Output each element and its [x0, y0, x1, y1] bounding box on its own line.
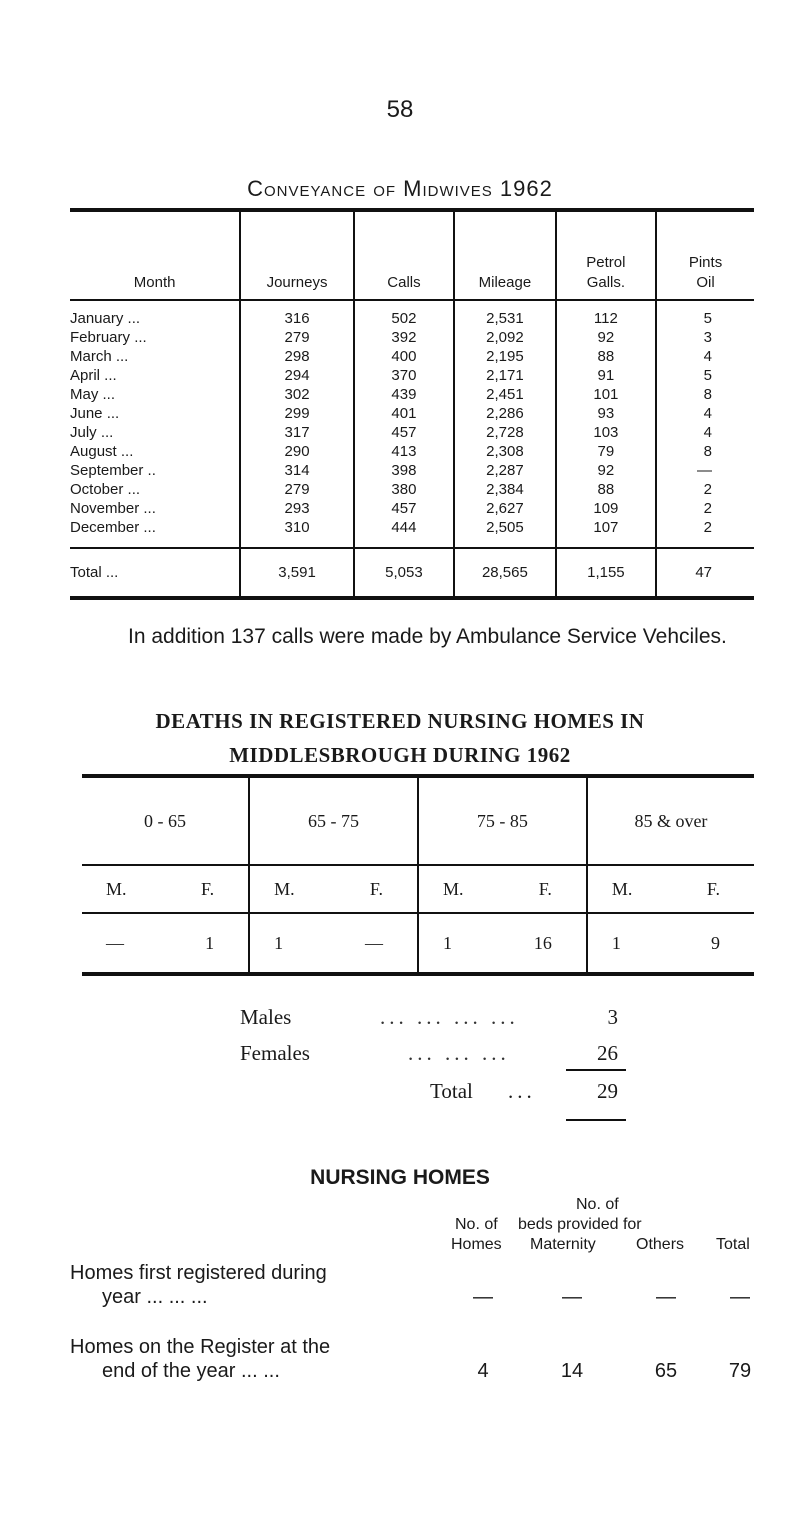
male-value: 1	[442, 932, 452, 953]
header-calls: Calls	[354, 210, 454, 300]
cell-calls: 5,053	[354, 548, 454, 598]
cell-journeys: 298	[240, 347, 354, 366]
band-label: 75 - 85	[418, 776, 587, 865]
cell-oil: 2	[656, 480, 754, 499]
female-label: F.	[201, 878, 215, 899]
deaths-summary	[240, 1005, 630, 1103]
row1-maternity: —	[562, 1286, 582, 1308]
deaths-band-row	[82, 776, 754, 865]
cell-oil: 8	[656, 385, 754, 404]
cell-month: April ...	[70, 367, 117, 384]
deaths-title-line2: MIDDLESBROUGH DURING 1962	[229, 743, 571, 767]
cell-petrol: 88	[556, 347, 656, 366]
value-cell	[418, 913, 587, 974]
value-cell	[587, 913, 754, 974]
row2-homes: 4	[477, 1360, 489, 1382]
header-homes: Homes	[451, 1236, 502, 1253]
cell-oil: 2	[656, 518, 754, 537]
male-label: M.	[274, 878, 295, 899]
total-value: 29	[597, 1079, 618, 1103]
row2-label-line1: Homes on the Register at the	[70, 1336, 331, 1358]
deaths-title	[0, 704, 800, 772]
row1-total: —	[730, 1286, 750, 1308]
cell-oil: 4	[656, 347, 754, 366]
sex-cell	[82, 865, 249, 913]
cell-journeys: 293	[240, 499, 354, 518]
cell-oil: 5	[656, 300, 754, 328]
conveyance-row	[70, 347, 754, 366]
cell-petrol: 93	[556, 404, 656, 423]
conveyance-table	[70, 208, 754, 600]
conveyance-title: Conveyance of Midwives 1962	[247, 176, 553, 201]
cell-petrol: 101	[556, 385, 656, 404]
cell-mileage: 2,195	[454, 347, 556, 366]
cell-journeys: 302	[240, 385, 354, 404]
cell-mileage: 28,565	[454, 548, 556, 598]
cell-mileage: 2,286	[454, 404, 556, 423]
sex-cell	[587, 865, 754, 913]
cell-mileage: 2,171	[454, 366, 556, 385]
cell-calls: 401	[354, 404, 454, 423]
cell-journeys: 294	[240, 366, 354, 385]
cell-oil: 4	[656, 404, 754, 423]
cell-journeys: 290	[240, 442, 354, 461]
cell-journeys: 279	[240, 328, 354, 347]
cell-calls: 392	[354, 328, 454, 347]
cell-calls: 413	[354, 442, 454, 461]
cell-mileage: 2,505	[454, 518, 556, 537]
row2-maternity: 14	[560, 1360, 584, 1382]
header-mileage: Mileage	[454, 210, 556, 300]
female-label: F.	[538, 878, 552, 899]
cell-petrol: 79	[556, 442, 656, 461]
male-value: 1	[611, 932, 621, 953]
summary-total-row	[240, 1079, 630, 1109]
cell-month: October ...	[70, 481, 141, 498]
cell-month: March ...	[70, 348, 129, 365]
cell-month: July ...	[70, 424, 114, 441]
summary-females-row	[240, 1041, 630, 1077]
cell-petrol: 92	[556, 328, 656, 347]
cell-oil: 5	[656, 366, 754, 385]
cell-oil: 8	[656, 442, 754, 461]
header-others: Others	[636, 1236, 685, 1253]
cell-month: May ...	[70, 386, 116, 403]
spacer-row	[70, 537, 754, 548]
males-dots: ... ... ... ...	[380, 1005, 519, 1029]
cell-calls: 502	[354, 300, 454, 328]
header-maternity: Maternity	[530, 1236, 596, 1253]
female-value: 16	[533, 932, 552, 953]
cell-petrol: 109	[556, 499, 656, 518]
males-label: Males	[240, 1005, 292, 1029]
females-dots: ... ... ...	[408, 1041, 510, 1065]
deaths-sex-row	[82, 865, 754, 913]
cell-oil: 47	[656, 548, 754, 598]
cell-mileage: 2,287	[454, 461, 556, 480]
page-number: 58	[386, 96, 414, 123]
deaths-title-line1: DEATHS IN REGISTERED NURSING HOMES IN	[155, 709, 645, 733]
ambulance-note: In addition 137 calls were made by Ambulance Service Vehciles.	[128, 625, 727, 648]
male-value: —	[106, 932, 124, 953]
cell-calls: 444	[354, 518, 454, 537]
male-value: 1	[274, 932, 284, 953]
header-month: Month	[70, 210, 240, 300]
cell-month: September ..	[70, 462, 156, 479]
cell-mileage: 2,531	[454, 300, 556, 328]
females-value: 26	[597, 1041, 618, 1065]
cell-month: June ...	[70, 405, 120, 422]
nursing-homes-title: NURSING HOMES	[310, 1166, 490, 1189]
cell-petrol: 1,155	[556, 548, 656, 598]
cell-calls: 398	[354, 461, 454, 480]
header-no-of-beds: No. of	[576, 1196, 619, 1213]
conveyance-header-row	[70, 210, 754, 300]
conveyance-row	[70, 404, 754, 423]
female-label: F.	[706, 878, 720, 899]
total-label: Total	[430, 1079, 473, 1103]
cell-oil: —	[656, 461, 754, 480]
conveyance-row	[70, 423, 754, 442]
female-value: 9	[711, 932, 720, 953]
header-oil: Pints Oil	[656, 210, 754, 300]
male-label: M.	[611, 878, 633, 899]
header-beds-provided: beds provided for	[518, 1216, 642, 1233]
cell-oil: 4	[656, 423, 754, 442]
conveyance-row	[70, 499, 754, 518]
summary-males-row	[240, 1005, 630, 1041]
conveyance-total-row	[70, 548, 754, 598]
row2-label-line2: end of the year ... ...	[102, 1360, 280, 1382]
cell-month: February ...	[70, 329, 147, 346]
cell-mileage: 2,384	[454, 480, 556, 499]
header-no-of-homes: No. of	[455, 1216, 498, 1233]
total-dots: ...	[508, 1079, 536, 1103]
cell-petrol: 92	[556, 461, 656, 480]
cell-petrol: 112	[556, 300, 656, 328]
conveyance-row	[70, 328, 754, 347]
header-total: Total	[716, 1236, 750, 1253]
row1-label-line1: Homes first registered during	[70, 1262, 327, 1284]
band-label: 0 - 65	[82, 776, 249, 865]
conveyance-row	[70, 385, 754, 404]
cell-calls: 457	[354, 499, 454, 518]
cell-month: August ...	[70, 443, 134, 460]
sex-cell	[249, 865, 418, 913]
conveyance-row	[70, 480, 754, 499]
row1-label-line2: year ... ... ...	[102, 1286, 208, 1308]
row2-total: 79	[728, 1360, 752, 1382]
conveyance-row	[70, 366, 754, 385]
female-value: —	[364, 932, 383, 953]
sum-rule-top	[566, 1069, 626, 1071]
conveyance-row	[70, 461, 754, 480]
sex-cell	[418, 865, 587, 913]
cell-petrol: 88	[556, 480, 656, 499]
cell-oil: 3	[656, 328, 754, 347]
females-label: Females	[240, 1041, 310, 1065]
cell-mileage: 2,728	[454, 423, 556, 442]
conveyance-row	[70, 442, 754, 461]
cell-mileage: 2,627	[454, 499, 556, 518]
row2-others: 65	[654, 1360, 678, 1382]
deaths-table	[82, 774, 754, 976]
conveyance-row	[70, 300, 754, 328]
conveyance-body	[70, 300, 754, 598]
female-value: 1	[205, 932, 215, 953]
cell-month: December ...	[70, 519, 156, 536]
cell-calls: 457	[354, 423, 454, 442]
cell-month: November ...	[70, 500, 156, 517]
row1-others: —	[656, 1286, 676, 1308]
cell-petrol: 107	[556, 518, 656, 537]
cell-calls: 400	[354, 347, 454, 366]
conveyance-row	[70, 518, 754, 537]
cell-journeys: 317	[240, 423, 354, 442]
cell-journeys: 279	[240, 480, 354, 499]
sum-rule-bottom	[566, 1119, 626, 1121]
cell-month: January ...	[70, 310, 141, 327]
header-petrol: Petrol Galls.	[556, 210, 656, 300]
cell-petrol: 103	[556, 423, 656, 442]
cell-journeys: 314	[240, 461, 354, 480]
males-value: 3	[607, 1005, 618, 1029]
cell-oil: 2	[656, 499, 754, 518]
cell-month: Total ...	[70, 548, 240, 598]
band-label: 85 & over	[587, 776, 754, 865]
cell-journeys: 310	[240, 518, 354, 537]
cell-mileage: 2,092	[454, 328, 556, 347]
deaths-values-row	[82, 913, 754, 974]
cell-mileage: 2,451	[454, 385, 556, 404]
female-label: F.	[369, 878, 383, 899]
cell-journeys: 3,591	[240, 548, 354, 598]
cell-mileage: 2,308	[454, 442, 556, 461]
band-label: 65 - 75	[249, 776, 418, 865]
cell-journeys: 316	[240, 300, 354, 328]
cell-calls: 439	[354, 385, 454, 404]
cell-journeys: 299	[240, 404, 354, 423]
male-label: M.	[106, 878, 127, 899]
value-cell	[82, 913, 249, 974]
value-cell	[249, 913, 418, 974]
header-journeys: Journeys	[240, 210, 354, 300]
male-label: M.	[442, 878, 464, 899]
cell-calls: 370	[354, 366, 454, 385]
cell-calls: 380	[354, 480, 454, 499]
row1-homes: —	[473, 1286, 493, 1308]
cell-petrol: 91	[556, 366, 656, 385]
